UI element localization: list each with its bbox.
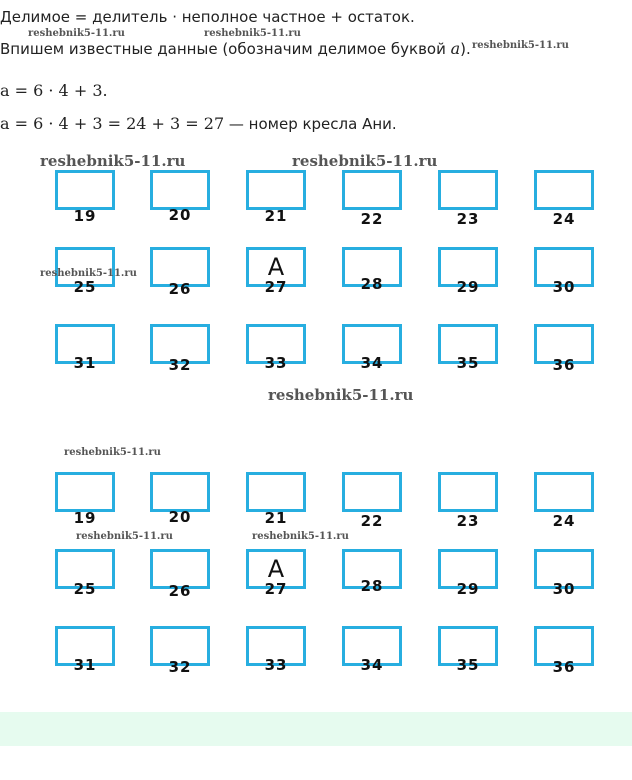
watermark: reshebnik5-11.ru	[292, 152, 438, 170]
watermark: reshebnik5-11.ru	[64, 447, 161, 458]
rule-line: Делимое = делитель · неполное частное + остаток.	[0, 8, 415, 26]
seat-number: 32	[168, 356, 192, 374]
seat-number: 19	[73, 509, 97, 527]
equation-2	[0, 115, 397, 133]
seat-number: 31	[73, 354, 97, 372]
seat-number: 26	[168, 582, 192, 600]
seat-number: 23	[456, 512, 480, 530]
footer-band	[0, 712, 632, 746]
seat-number: 27	[264, 580, 288, 598]
watermark: reshebnik5-11.ru	[252, 531, 349, 542]
watermark: reshebnik5-11.ru	[40, 268, 137, 279]
seat-grid	[0, 472, 632, 702]
seat-grid	[0, 170, 632, 400]
seat-number: 28	[360, 577, 384, 595]
equation-2-math: a = 6 · 4 + 3 = 24 + 3 = 27	[0, 114, 225, 133]
watermark: reshebnik5-11.ru	[40, 152, 186, 170]
equation-2-tail: — номер кресла Ани.	[224, 115, 397, 133]
seat-box	[534, 170, 594, 210]
watermark: reshebnik5-11.ru	[472, 40, 569, 51]
seat-number: 25	[73, 580, 97, 598]
seat-box	[534, 472, 594, 512]
seat-number: 36	[552, 658, 576, 676]
seat-number: 32	[168, 658, 192, 676]
seat-number: 23	[456, 210, 480, 228]
seat-number: 29	[456, 278, 480, 296]
seat-number: 29	[456, 580, 480, 598]
seat-number: 25	[73, 278, 97, 296]
instruction-line	[0, 40, 471, 58]
watermark: reshebnik5-11.ru	[76, 531, 173, 542]
seat-number: 20	[168, 508, 192, 526]
variable-a: a	[450, 39, 461, 58]
seat-box	[438, 170, 498, 210]
seat-number: 35	[456, 656, 480, 674]
watermark: reshebnik5-11.ru	[28, 28, 125, 39]
seat-number: 24	[552, 512, 576, 530]
seat-number: 19	[73, 207, 97, 225]
seat-number: 33	[264, 354, 288, 372]
seat-number: 21	[264, 509, 288, 527]
seat-number: 33	[264, 656, 288, 674]
equation-1: a = 6 · 4 + 3.	[0, 81, 108, 100]
seat-number: 34	[360, 354, 384, 372]
seat-number: 22	[360, 210, 384, 228]
seat-box	[438, 472, 498, 512]
seat-number: 24	[552, 210, 576, 228]
seat-number: 21	[264, 207, 288, 225]
seat-box	[55, 170, 115, 210]
seat-box	[246, 170, 306, 210]
instruction-prefix: Впишем известные данные (обозначим делимое буквой	[0, 40, 451, 58]
seat-number: 28	[360, 275, 384, 293]
seat-box	[150, 472, 210, 512]
seat-box	[150, 170, 210, 210]
seat-box	[246, 472, 306, 512]
seat-number: 30	[552, 278, 576, 296]
seat-number: 22	[360, 512, 384, 530]
seat-number: 20	[168, 206, 192, 224]
seat-number: 34	[360, 656, 384, 674]
seat-number: 26	[168, 280, 192, 298]
watermark: reshebnik5-11.ru	[204, 28, 301, 39]
instruction-suffix: ).	[460, 40, 471, 58]
seat-number: 31	[73, 656, 97, 674]
seat-mark: А	[267, 555, 285, 583]
watermark: reshebnik5-11.ru	[268, 386, 414, 404]
seat-number: 30	[552, 580, 576, 598]
seat-box	[342, 170, 402, 210]
seat-number: 35	[456, 354, 480, 372]
seat-number: 27	[264, 278, 288, 296]
seat-mark: А	[267, 253, 285, 281]
seat-box	[55, 472, 115, 512]
seat-number: 36	[552, 356, 576, 374]
seat-box	[342, 472, 402, 512]
